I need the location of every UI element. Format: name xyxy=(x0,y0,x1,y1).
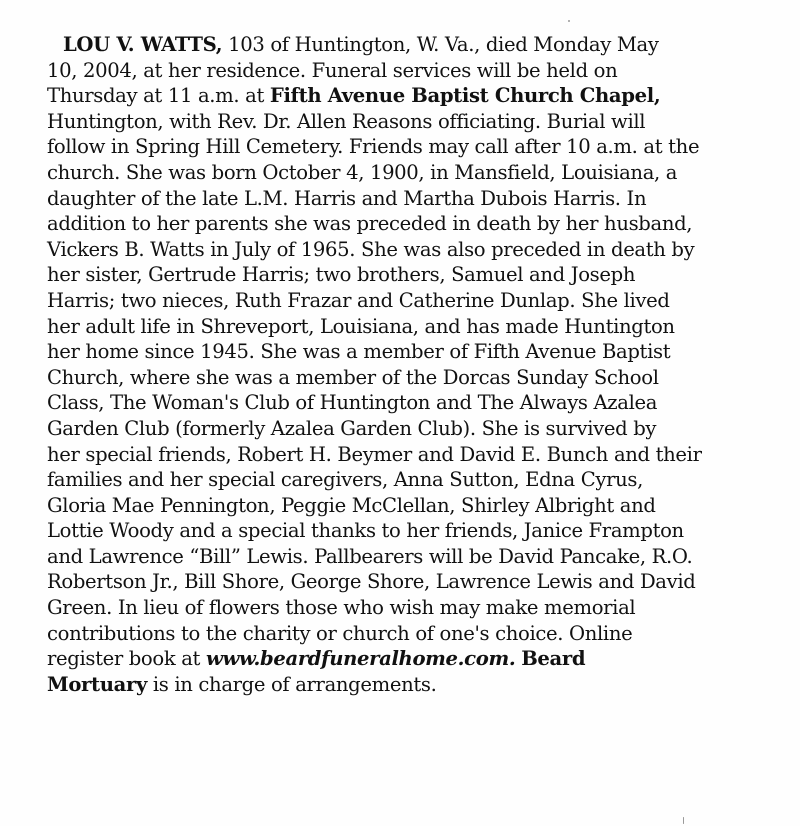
obituary-line xyxy=(47,32,787,58)
print-speck xyxy=(568,20,570,22)
text-run: Gloria Mae Pennington, Peggie McClellan, Shirley Albright and xyxy=(47,493,656,517)
text-run: Class, The Woman's Club of Huntington and The Always Azalea xyxy=(47,391,658,415)
text-run: Garden Club (formerly Azalea Garden Club). She is survived by xyxy=(47,416,657,440)
obituary-line xyxy=(47,58,787,84)
text-run: her adult life in Shreveport, Louisiana, and has made Huntington xyxy=(47,314,675,338)
obituary-line xyxy=(47,237,787,263)
text-run: Church, where she was a member of the Dorcas Sunday School xyxy=(47,365,659,389)
obituary-text xyxy=(47,32,787,697)
text-run: is in charge of arrangements. xyxy=(146,672,437,696)
text-run: Green. In lieu of flowers those who wish may make memorial xyxy=(47,596,636,620)
text-run: addition to her parents she was preceded in death by her husband, xyxy=(47,212,693,236)
obituary-line xyxy=(47,390,787,416)
text-run: her special friends, Robert H. Beymer and David E. Bunch and their xyxy=(47,442,702,466)
text-run: Lottie Woody and a special thanks to her friends, Janice Frampton xyxy=(47,519,684,543)
obituary-line xyxy=(47,646,787,672)
obituary-line xyxy=(47,365,787,391)
obituary-line xyxy=(47,544,787,570)
text-run: Harris; two nieces, Ruth Frazar and Catherine Dunlap. She lived xyxy=(47,288,670,312)
text-run: church. She was born October 4, 1900, in Mansfield, Louisiana, a xyxy=(47,160,678,184)
text-run: her home since 1945. She was a member of Fifth Avenue Baptist xyxy=(47,340,671,364)
obituary-line xyxy=(47,621,787,647)
obituary-line xyxy=(47,83,787,109)
obituary-line xyxy=(47,442,787,468)
text-run: 10, 2004, at her residence. Funeral services will be held on xyxy=(47,58,618,82)
obituary-line xyxy=(47,467,787,493)
obituary-line xyxy=(47,211,787,237)
obituary-line xyxy=(47,518,787,544)
obituary-line xyxy=(47,160,787,186)
text-run: daughter of the late L.M. Harris and Martha Dubois Harris. In xyxy=(47,186,647,210)
text-run: her sister, Gertrude Harris; two brothers, Samuel and Joseph xyxy=(47,263,636,287)
obituary-line xyxy=(47,416,787,442)
print-speck xyxy=(683,817,684,824)
obituary-line xyxy=(47,314,787,340)
text-run: Huntington, with Rev. Dr. Allen Reasons officiating. Burial will xyxy=(47,109,646,133)
obituary-line xyxy=(47,493,787,519)
obituary-line xyxy=(47,672,787,698)
bold-text: Beard xyxy=(521,647,586,671)
obituary-line xyxy=(47,339,787,365)
obituary-line xyxy=(47,186,787,212)
text-run: 103 of Huntington, W. Va., died Monday May xyxy=(222,33,659,56)
bold-text: LOU V. WATTS, xyxy=(63,33,223,56)
obituary-line xyxy=(47,134,787,160)
text-run: Robertson Jr., Bill Shore, George Shore, Lawrence Lewis and David xyxy=(47,570,696,594)
text-run: register book at xyxy=(47,647,206,671)
text-run: families and her special caregivers, Anna Sutton, Edna Cyrus, xyxy=(47,468,643,492)
obituary-line xyxy=(47,109,787,135)
text-run: and Lawrence “Bill” Lewis. Pallbearers will be David Pancake, R.O. xyxy=(47,544,693,568)
obituary-line xyxy=(47,569,787,595)
text-run: follow in Spring Hill Cemetery. Friends may call after 10 a.m. at the xyxy=(47,135,700,159)
bold-text: Fifth Avenue Baptist Church Chapel, xyxy=(269,84,661,108)
bold-text: Mortuary xyxy=(47,672,147,696)
obituary-line xyxy=(47,288,787,314)
text-run: Thursday at 11 a.m. at xyxy=(47,84,270,108)
text-run: Vickers B. Watts in July of 1965. She was also preceded in death by xyxy=(47,237,695,261)
emphasized-url: www.beardfuneralhome.com. xyxy=(205,647,516,671)
obituary-line xyxy=(47,595,787,621)
obituary-line xyxy=(47,262,787,288)
text-run: contributions to the charity or church of one's choice. Online xyxy=(47,621,633,645)
